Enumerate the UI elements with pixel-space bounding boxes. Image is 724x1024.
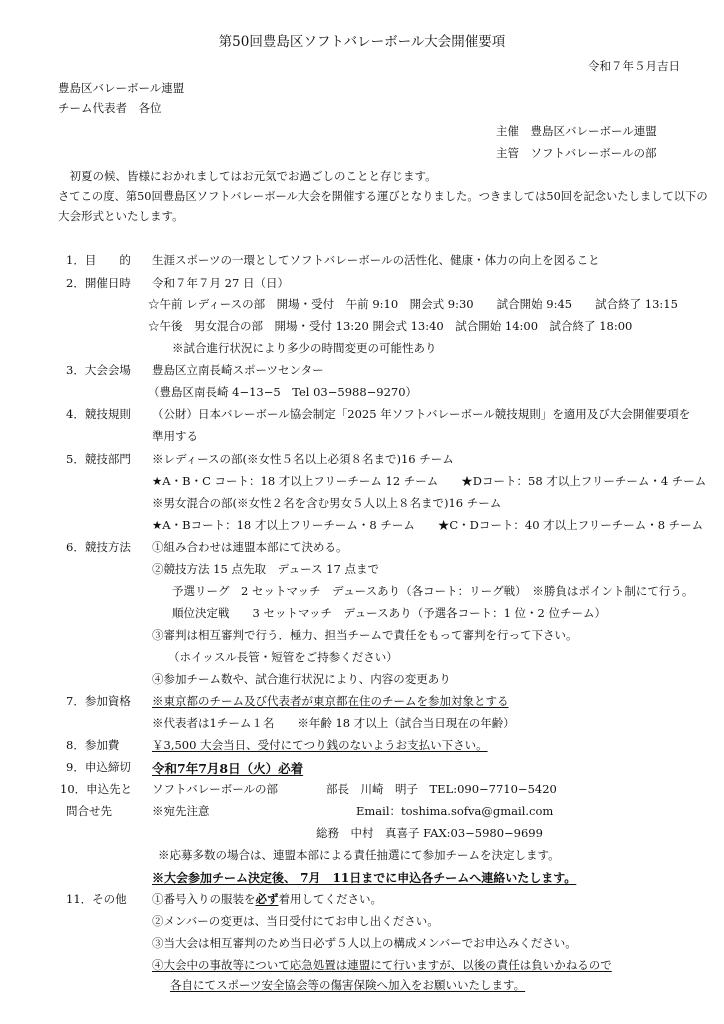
- section-8-heading: 8．参加費: [66, 738, 120, 752]
- section-6-item: 順位決定戦 3 セットマッチ デュースあり（予選各コート：1 位・2 位チーム）: [172, 606, 607, 620]
- section-6-heading: 6．競技方法: [66, 540, 131, 554]
- section-10-heading: 10．申込先と: [60, 782, 133, 796]
- intro-line: 初夏の候、皆様におかれましてはお元気でお過ごしのことと存じます。: [58, 169, 437, 183]
- section-6-item: （ホイッスル長管・短管をご持参ください）: [168, 650, 398, 664]
- section-10-subheading: 問合せ先: [66, 804, 112, 818]
- section-10-address-note: ※宛先注意: [152, 804, 210, 818]
- section-11-item-1-text: 着用してください。: [278, 892, 382, 906]
- section-2-heading: 2．開催日時: [66, 276, 131, 290]
- section-6-item: ①組み合わせは連盟本部にて決める。: [152, 540, 348, 554]
- section-6-item: 予選リーグ 2 セットマッチ デュースあり（各コート：リーグ戦） ※勝負はポイント制にて行う。: [172, 584, 694, 598]
- section-9-heading: 9．申込締切: [66, 760, 131, 774]
- section-11-item: ④大会中の事故等について応急処置は連盟にて行いますが、以後の責任は負いかねるので: [152, 958, 612, 972]
- section-6-item: ④参加チーム数や、試合進行状況により、内容の変更あり: [152, 672, 451, 686]
- section-5-mixed: ※男女混合の部(※女性２名を含む男女５人以上８名まで)16 チーム: [152, 496, 502, 510]
- section-3-heading: 3．大会会場: [66, 363, 131, 377]
- section-11-item: ③当大会は相互審判のため当日必ず５人以上の構成メンバーでお申込みください。: [152, 936, 577, 950]
- section-10-department: ソフトバレーボールの部: [152, 782, 279, 796]
- section-3-venue: 豊島区立南長崎スポーツセンター: [152, 363, 324, 377]
- addressee-representatives: チーム代表者 各位: [58, 101, 162, 115]
- intro-line: さてこの度、第50回豊島区ソフトバレーボール大会を開催する運びとなりました。つきましては50回を記念いたしまして以下の: [58, 190, 708, 203]
- section-11-item: ②メンバーの変更は、当日受付にてお申し出ください。: [152, 914, 439, 928]
- section-11-item-1-text: ①番号入りの服装を: [152, 892, 256, 906]
- section-2-afternoon: ☆午後 男女混合の部 開場・受付 13:20 開会式 13:40 試合開始 14:00 試合終了 18:00: [148, 319, 633, 333]
- section-6-item: ③審判は相互審判で行う．極力、担当チームで責任をもって審判を行って下さい。: [152, 628, 578, 642]
- section-7-eligibility: ※代表者は1チーム１名 ※年齢 18 才以上（試合当日現在の年齢）: [152, 716, 515, 730]
- section-10-general-affairs: 総務 中村 真喜子 FAX:03−5980−9699: [316, 826, 543, 840]
- section-5-ladies-courts: ★A・B・C コート：18 才以上フリーチーム 12 チーム ★Dコート：58 才以上フリーチーム・4 チーム: [152, 474, 707, 488]
- intro-line: 大会形式といたします。: [58, 209, 184, 223]
- issue-date: 令和７年５月吉日: [588, 59, 680, 73]
- section-6-item: ②競技方法 15 点先取 デュース 17 点まで: [152, 562, 379, 576]
- section-2-note: ※試合進行状況により多少の時間変更の可能性あり: [172, 341, 437, 355]
- section-10-director-contact: 部長 川崎 明子 TEL:090−7710−5420: [326, 782, 557, 796]
- page-title: 第50回豊島区ソフトバレーボール大会開催要項: [218, 34, 506, 50]
- addressee-federation: 豊島区バレーボール連盟: [58, 81, 185, 95]
- section-2-date: 令和７年７月 27 日（日）: [152, 276, 289, 290]
- section-7-heading: 7．参加資格: [66, 694, 131, 708]
- section-5-heading: 5．競技部門: [66, 452, 131, 466]
- section-1-text: 生涯スポーツの一環としてソフトバレーボールの活性化、健康・体力の向上を図ること: [152, 253, 600, 267]
- section-11-item-1: [152, 893, 382, 907]
- section-9-deadline: 令和7年7月8日（火）必着: [152, 761, 304, 776]
- section-3-address: （豊島区南長崎 4−13−5 Tel 03−5988−9270）: [148, 385, 418, 399]
- organizer-manager: 主管 ソフトバレーボールの部: [496, 146, 657, 160]
- contact-email[interactable]: Email：toshima.sofva@gmail.com: [356, 804, 554, 818]
- section-7-eligibility: ※東京都のチーム及び代表者が東京都在住のチームを参加対象とする: [152, 694, 509, 708]
- emphasis-must: 必ず: [255, 892, 279, 906]
- section-10-lottery-note: ※応募多数の場合は、連盟本部による責任抽選にて参加チームを決定します。: [158, 848, 560, 862]
- section-4-heading: 4．競技規則: [66, 407, 131, 421]
- section-2-morning: ☆午前 レディースの部 開場・受付 午前 9:10 開会式 9:30 試合開始 9:45 試合終了 13:15: [148, 297, 678, 311]
- section-5-mixed-courts: ★A・Bコート：18 才以上フリーチーム・8 チーム ★C・Dコート：40 才以上フリーチーム・8 チーム: [152, 518, 704, 532]
- organizer-host: 主催 豊島区バレーボール連盟: [496, 124, 657, 138]
- section-4-text: （公財）日本バレーボール協会制定「2025 年ソフトバレーボール競技規則」を適用及び大会開催要項を: [152, 407, 691, 421]
- section-1-heading: 1．目 的: [66, 253, 131, 267]
- section-10-notification: ※大会参加チーム決定後、 7月 11日までに申込各チームへ連絡いたします。: [152, 871, 577, 885]
- section-11-item: 各自にてスポーツ安全協会等の傷害保険へ加入をお願いいたします。: [170, 978, 526, 992]
- section-8-fee: ￥3,500 大会当日、受付にてつり銭のないようお支払い下さい。: [152, 738, 488, 752]
- section-5-ladies: ※レディースの部(※女性５名以上必須８名まで)16 チーム: [152, 452, 454, 466]
- section-4-text: 準用する: [152, 429, 198, 443]
- section-11-heading: 11．その他: [66, 892, 127, 906]
